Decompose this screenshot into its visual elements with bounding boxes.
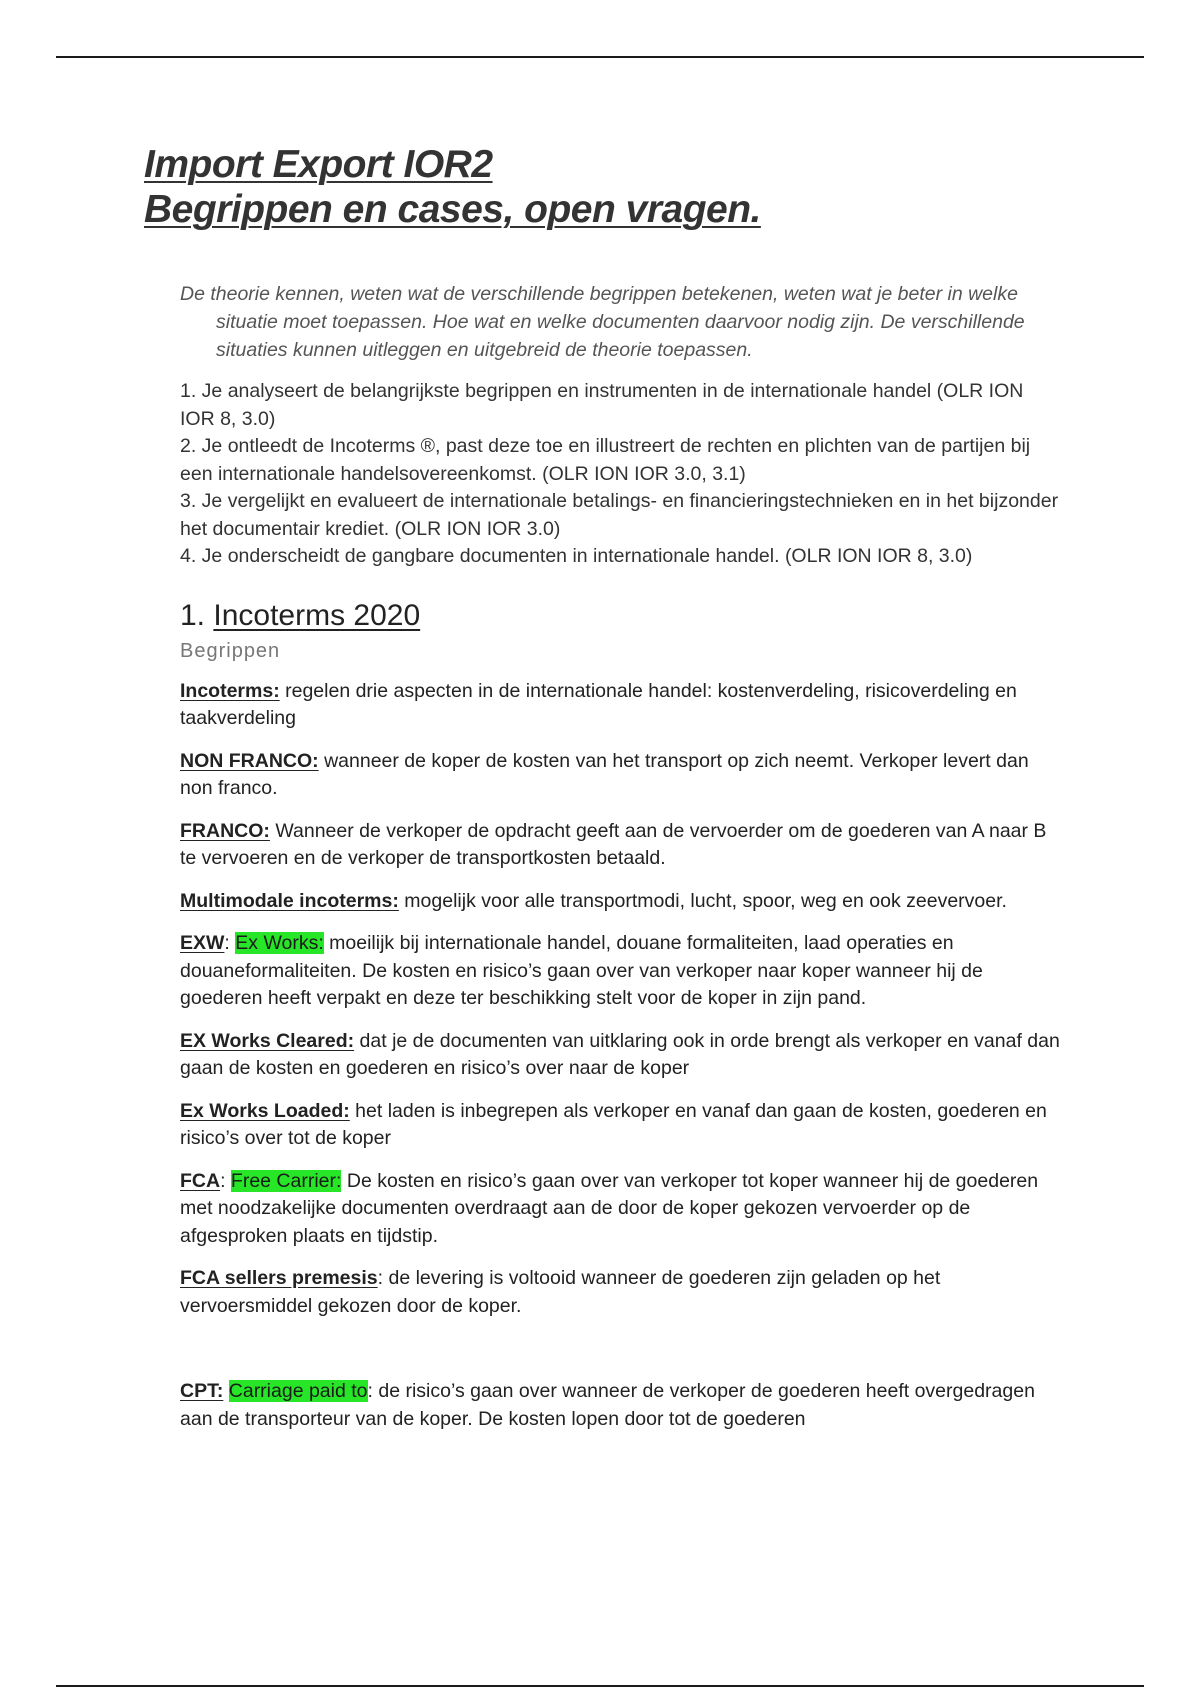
term-name: Ex Works Loaded: xyxy=(180,1099,350,1122)
term-definition: dat je de documenten van uitklaring ook in orde brengt als verkoper en vanaf dan gaan de kosten en goederen en risico’s over naar de koper xyxy=(180,1029,1060,1079)
term-name: EXW xyxy=(180,932,225,954)
term-incoterms xyxy=(180,678,1060,733)
term-definition: : de risico’s gaan over wanneer de verkoper de goederen heeft overgedragen aan de transporteur van de koper. De kosten lopen door tot de goederen xyxy=(180,1380,1035,1430)
term-highlight: Ex Works: xyxy=(235,932,324,954)
objective-item: 2. Je ontleedt de Incoterms ®, past deze toe en illustreert de rechten en plichten van de partijen bij een internationale handelsovereenkomst. (OLR ION IOR 3.0, 3.1) xyxy=(180,435,1031,485)
term-ex-works-loaded xyxy=(180,1098,1060,1153)
title-line-2: Begrippen en cases, open vragen. xyxy=(144,188,761,231)
term-name: EX Works Cleared: xyxy=(180,1029,355,1052)
term-name: FCA sellers premesis xyxy=(180,1267,378,1289)
term-definition: mogelijk voor alle transportmodi, lucht, spoor, weg en ook zeevervoer. xyxy=(398,889,1007,912)
term-multimodale-incoterms xyxy=(180,888,1060,916)
term-definition: moeilijk bij internationale handel, douane formaliteiten, laad operaties en douaneformaliteiten. De kosten en risico’s gaan over van verkoper naar koper wanneer hij de goederen heeft verpakt en deze ter beschikking stelt voor de koper in zijn pand. xyxy=(180,932,983,1009)
intro-paragraph: De theorie kennen, weten wat de verschillende begrippen betekenen, weten wat je beter in welke situatie moet toepassen. Hoe wat en welke documenten daarvoor nodig zijn. De verschillende situaties kunnen uitleggen en uitgebreid de theorie toepassen. xyxy=(180,283,1025,361)
term-exw xyxy=(180,930,1060,1013)
term-definition: wanneer de koper de kosten van het transport op zich neemt. Verkoper levert dan non franco. xyxy=(180,749,1029,799)
term-cpt xyxy=(180,1378,1060,1433)
term-fca-sellers-premesis xyxy=(180,1265,1060,1320)
objective-item: 1. Je analyseert de belangrijkste begrippen en instrumenten in de internationale handel (OLR ION IOR 8, 3.0) xyxy=(180,380,1024,430)
section-subtitle: Begrippen xyxy=(180,639,281,662)
term-definition: regelen drie aspecten in de internationale handel: kostenverdeling, risicoverdeling en taakverdeling xyxy=(180,679,1017,729)
section-heading xyxy=(180,598,1060,634)
term-definition: Wanneer de verkoper de opdracht geeft aan de vervoerder om de goederen van A naar B te vervoeren en de verkoper de transportkosten betaald. xyxy=(180,819,1047,869)
term-definition: : de levering is voltooid wanneer de goederen zijn geladen op het vervoersmiddel gekozen door de koper. xyxy=(180,1267,941,1317)
term-name: Incoterms: xyxy=(180,679,280,702)
term-name: NON FRANCO: xyxy=(180,749,319,772)
term-franco xyxy=(180,818,1060,873)
document-body xyxy=(180,280,1060,1448)
term-name: FCA xyxy=(180,1169,221,1192)
title-line-1: Import Export IOR2 xyxy=(144,143,493,186)
objective-item: 4. Je onderscheidt de gangbare documenten in internationale handel. (OLR ION IOR 8, 3.0) xyxy=(180,545,973,567)
bottom-rule xyxy=(56,1685,1144,1687)
term-fca xyxy=(180,1168,1060,1251)
top-rule xyxy=(56,56,1144,58)
term-highlight: Free Carrier: xyxy=(230,1169,342,1192)
term-non-franco xyxy=(180,748,1060,803)
section-number: 1. xyxy=(180,598,214,632)
term-ex-works-cleared xyxy=(180,1028,1060,1083)
term-name: CPT: xyxy=(180,1380,224,1402)
term-separator: : xyxy=(220,1169,231,1192)
term-highlight: Carriage paid to xyxy=(228,1380,368,1402)
section-title: Incoterms 2020 xyxy=(213,598,421,632)
term-name: FRANCO: xyxy=(180,819,270,842)
objective-item: 3. Je vergelijkt en evalueert de internationale betalings- en financieringstechnieken en in het bijzonder het documentair krediet. (OLR ION IOR 3.0) xyxy=(180,490,1059,540)
term-separator xyxy=(223,1380,228,1402)
term-name: Multimodale incoterms: xyxy=(180,889,399,912)
term-separator: : xyxy=(224,932,236,954)
page-title xyxy=(144,142,761,232)
term-definition: De kosten en risico’s gaan over van verkoper tot koper wanneer hij de goederen met noodzakelijke documenten overdraagt aan de door de koper gekozen vervoerder op de afgesproken plaats en tijdstip. xyxy=(180,1169,1039,1247)
term-definition: het laden is inbegrepen als verkoper en vanaf dan gaan de kosten, goederen en risico’s over tot de koper xyxy=(180,1099,1047,1149)
learning-objectives xyxy=(180,378,1060,571)
